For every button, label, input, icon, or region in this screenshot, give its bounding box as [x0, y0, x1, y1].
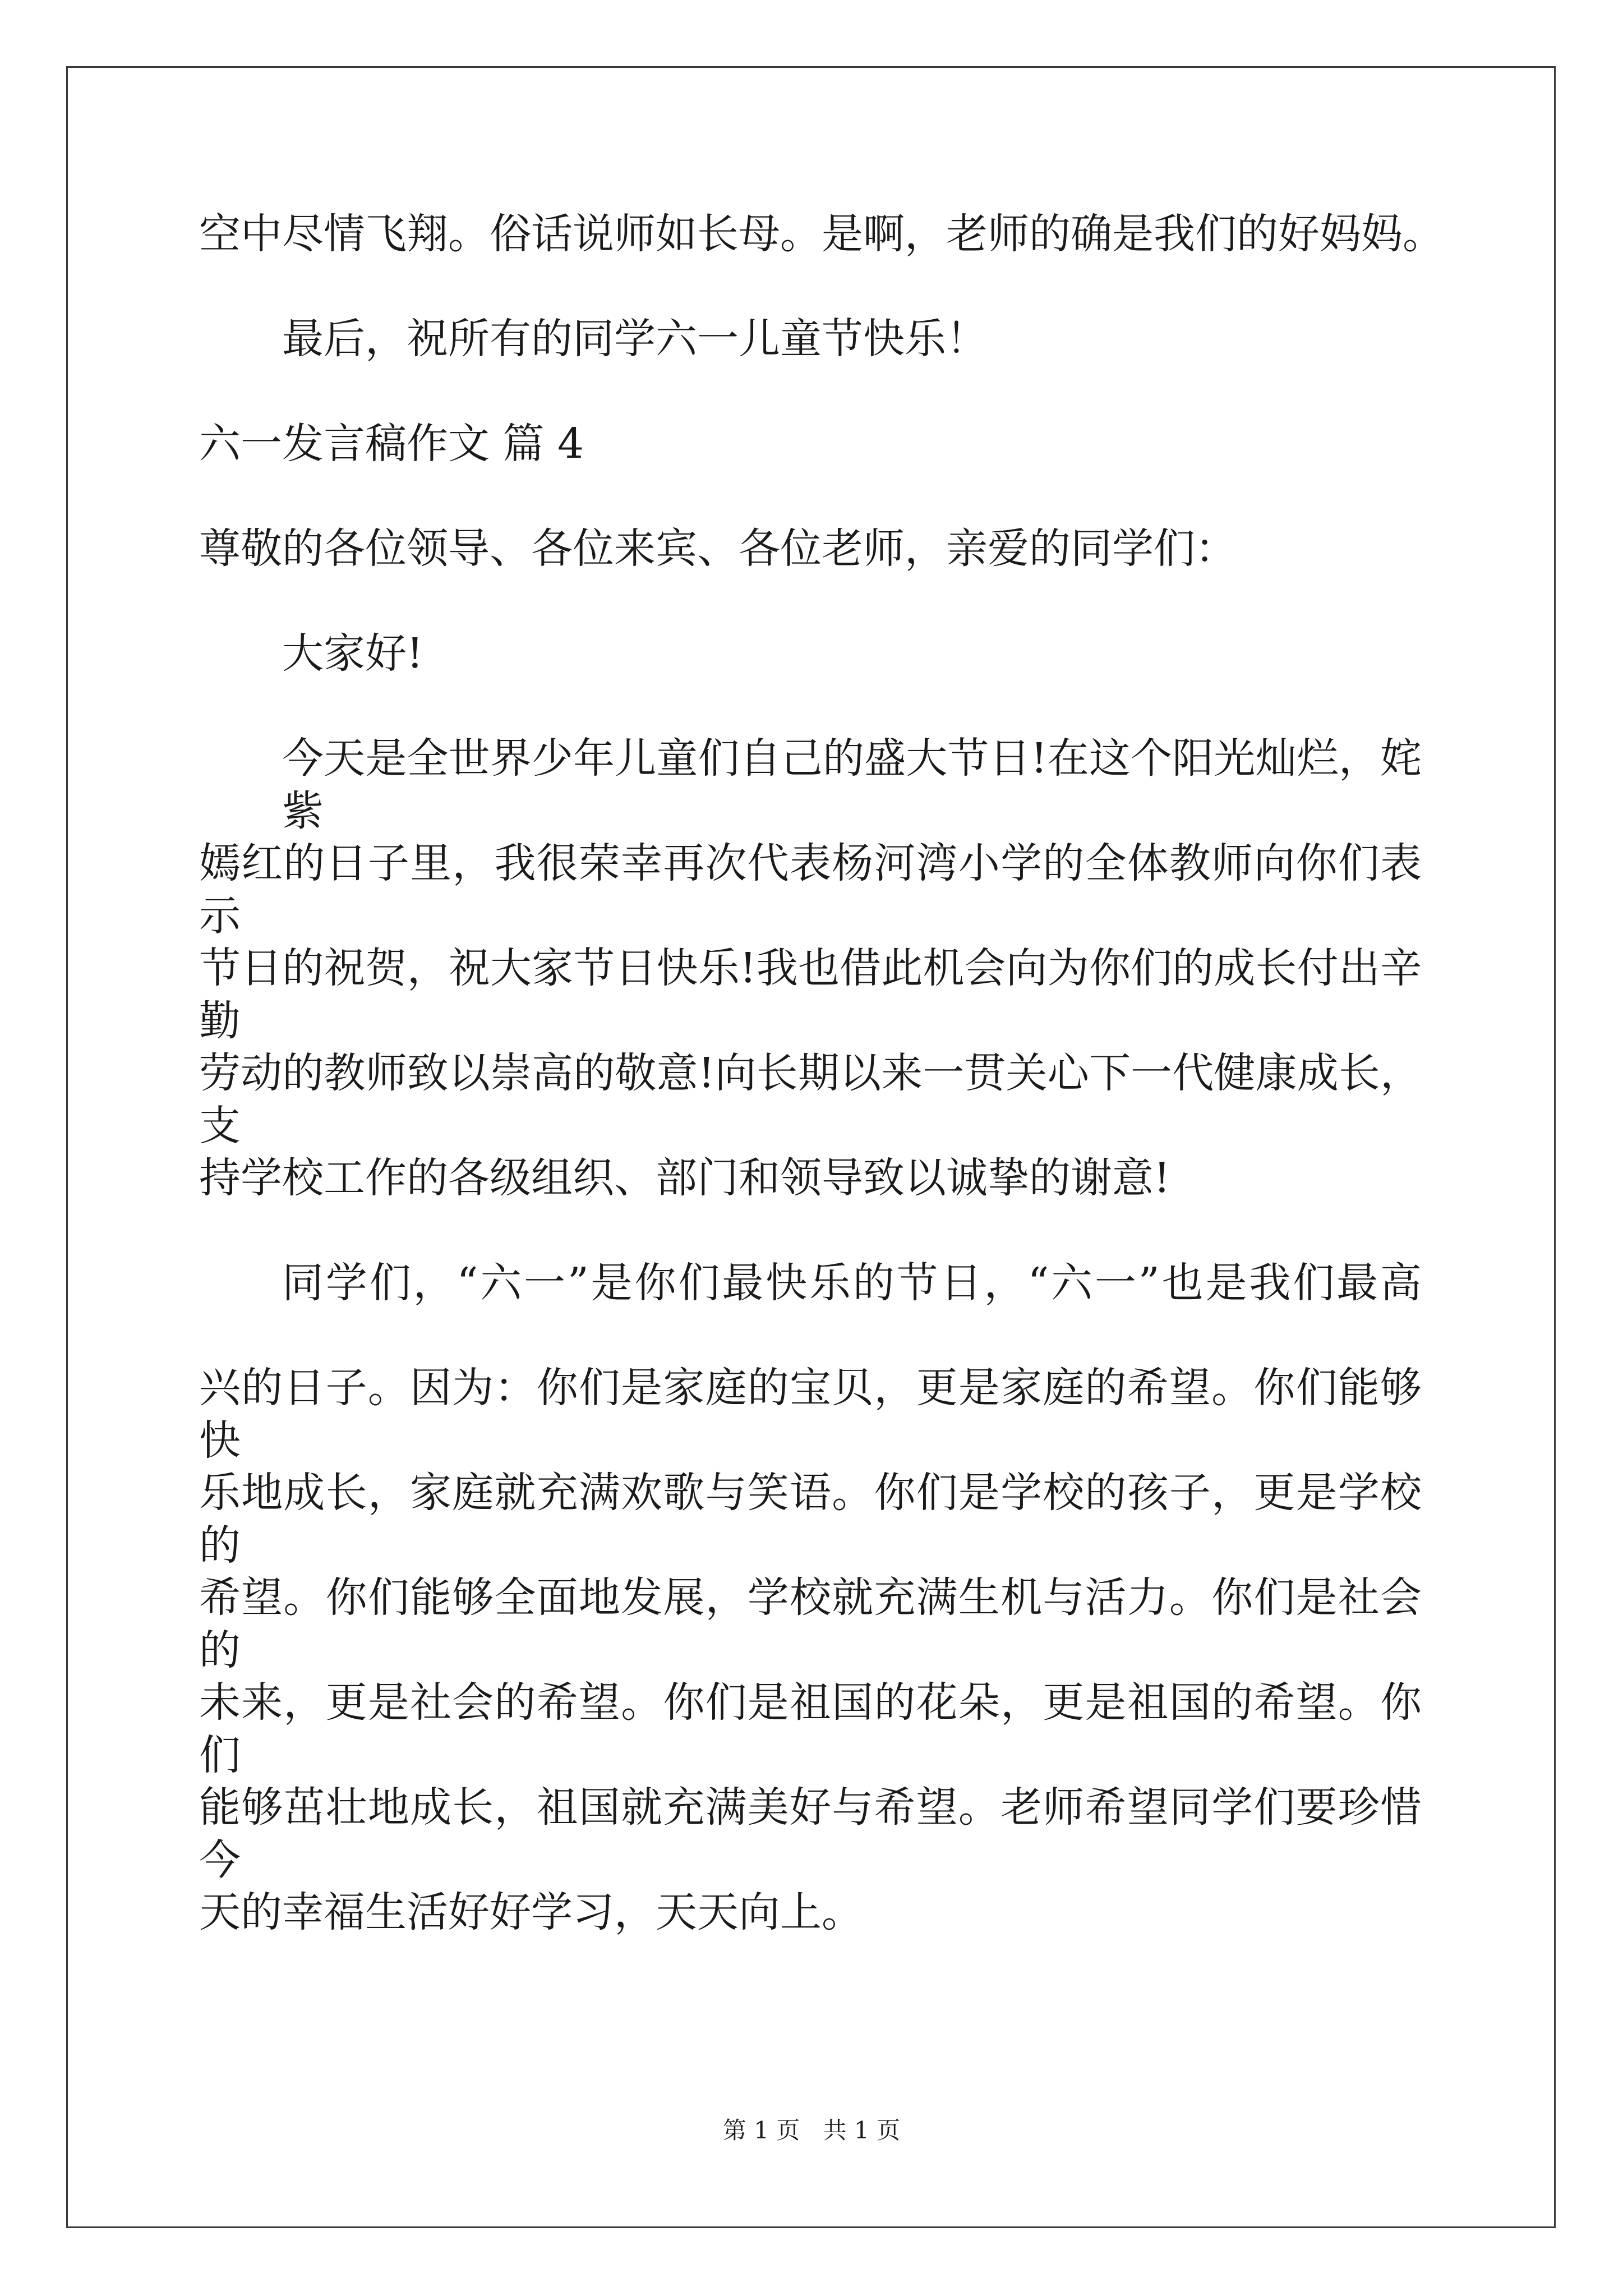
text-line: 最后，祝所有的同学六一儿童节快乐！	[282, 315, 988, 363]
page-number: 第 1 页	[722, 2116, 800, 2144]
text-line: 兴的日子。因为：你们是家庭的宝贝，更是家庭的希望。你们能够快	[199, 1364, 1422, 1465]
text-line: 劳动的教师致以崇高的敬意!向长期以来一贯关心下一代健康成长，支	[199, 1049, 1422, 1150]
text-line: 六一发言稿作文 篇 4	[199, 420, 584, 468]
text-line: 同学们，“六一”是你们最快乐的节日，“六一”也是我们最高	[282, 1259, 1422, 1307]
text-line: 能够茁壮地成长，祖国就充满美好与希望。老师希望同学们要珍惜今	[199, 1783, 1422, 1884]
text-line: 乐地成长，家庭就充满欢歌与笑语。你们是学校的孩子，更是学校的	[199, 1469, 1422, 1570]
page-footer	[0, 2115, 1623, 2146]
text-line: 尊敬的各位领导、各位来宾、各位老师，亲爱的同学们：	[199, 524, 1237, 573]
text-line: 大家好!	[282, 629, 423, 678]
text-line: 天的幸福生活好好学习，天天向上。	[199, 1888, 863, 1936]
document-body	[199, 208, 1444, 1991]
text-line: 嫣红的日子里，我很荣幸再次代表杨河湾小学的全体教师向你们表示	[199, 839, 1422, 940]
text-line: 持学校工作的各级组织、部门和领导致以诚挚的谢意!	[199, 1154, 1170, 1202]
text-line: 空中尽情飞翔。俗话说师如长母。是啊，老师的确是我们的好妈妈。	[199, 210, 1444, 258]
text-line: 节日的祝贺，祝大家节日快乐!我也借此机会向为你们的成长付出辛勤	[199, 944, 1422, 1045]
page-total: 共 1 页	[823, 2116, 901, 2144]
text-line: 今天是全世界少年儿童们自己的盛大节日!在这个阳光灿烂，姹紫	[282, 734, 1422, 835]
text-line: 希望。你们能够全面地发展，学校就充满生机与活力。你们是社会的	[199, 1573, 1422, 1674]
text-line: 未来，更是社会的希望。你们是祖国的花朵，更是祖国的希望。你们	[199, 1678, 1422, 1779]
